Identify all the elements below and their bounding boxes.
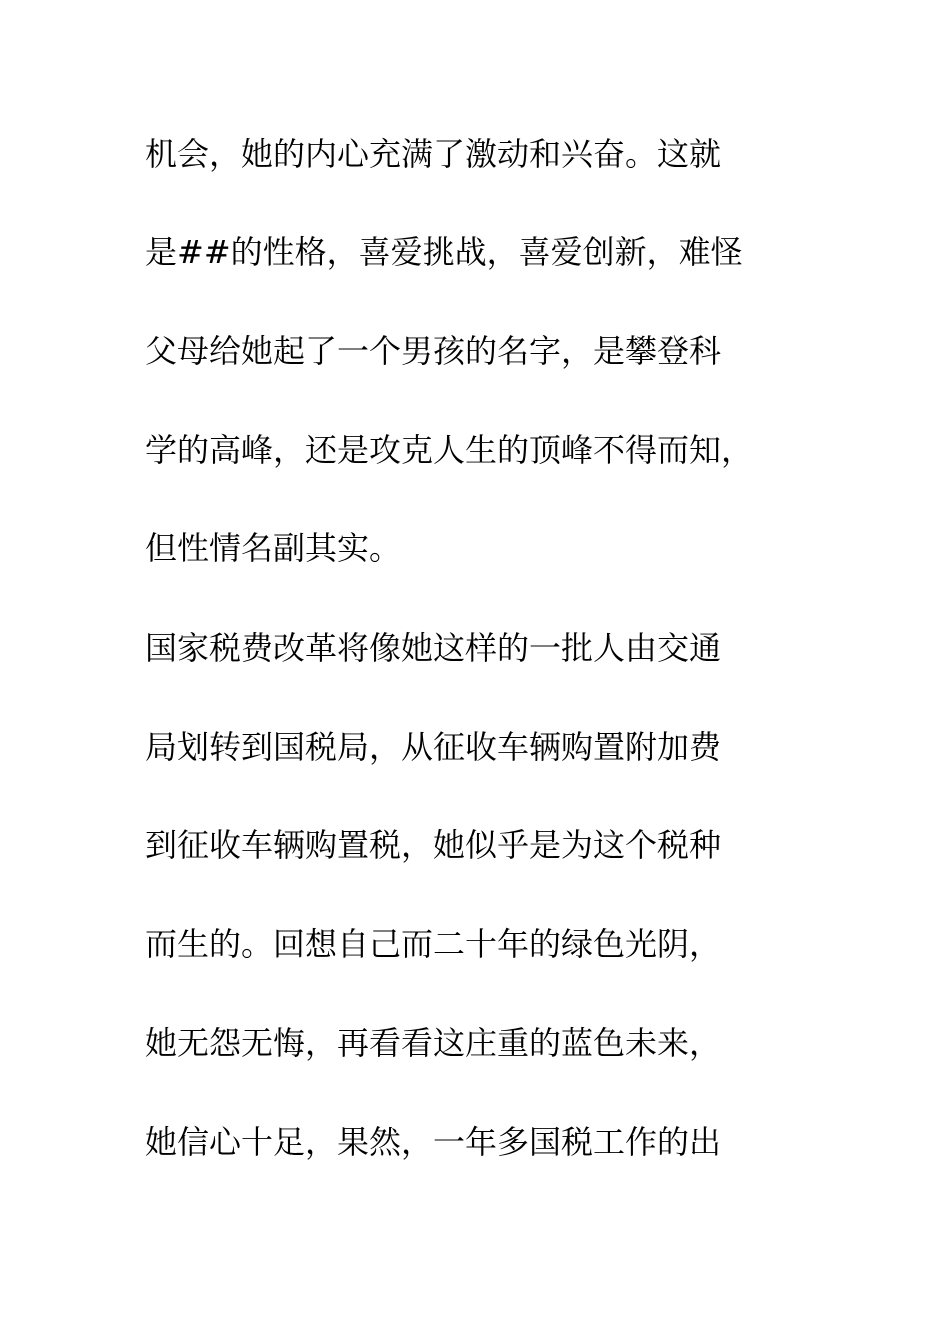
text-line-10: 她无怨无悔，再看看这庄重的蓝色未来， <box>145 1024 722 1062</box>
text-line-3: 父母给她起了一个男孩的名字，是攀登科 <box>145 332 722 370</box>
text-line-5: 但性情名副其实。 <box>145 529 402 567</box>
text-line-1: 机会，她的内心充满了激动和兴奋。这就 <box>145 135 722 173</box>
text-line-4: 学的高峰，还是攻克人生的顶峰不得而知， <box>145 431 754 469</box>
text-line-7: 局划转到国税局，从征收车辆购置附加费 <box>145 728 722 766</box>
text-line-2: 是##的性格，喜爱挑战，喜爱创新，难怪 <box>145 233 743 271</box>
text-line-9: 而生的。回想自己而二十年的绿色光阴， <box>145 925 722 963</box>
text-line-6: 国家税费改革将像她这样的一批人由交通 <box>145 629 722 667</box>
text-line-11: 她信心十足，果然，一年多国税工作的出 <box>145 1123 722 1161</box>
text-line-8: 到征收车辆购置税，她似乎是为这个税种 <box>145 826 722 864</box>
